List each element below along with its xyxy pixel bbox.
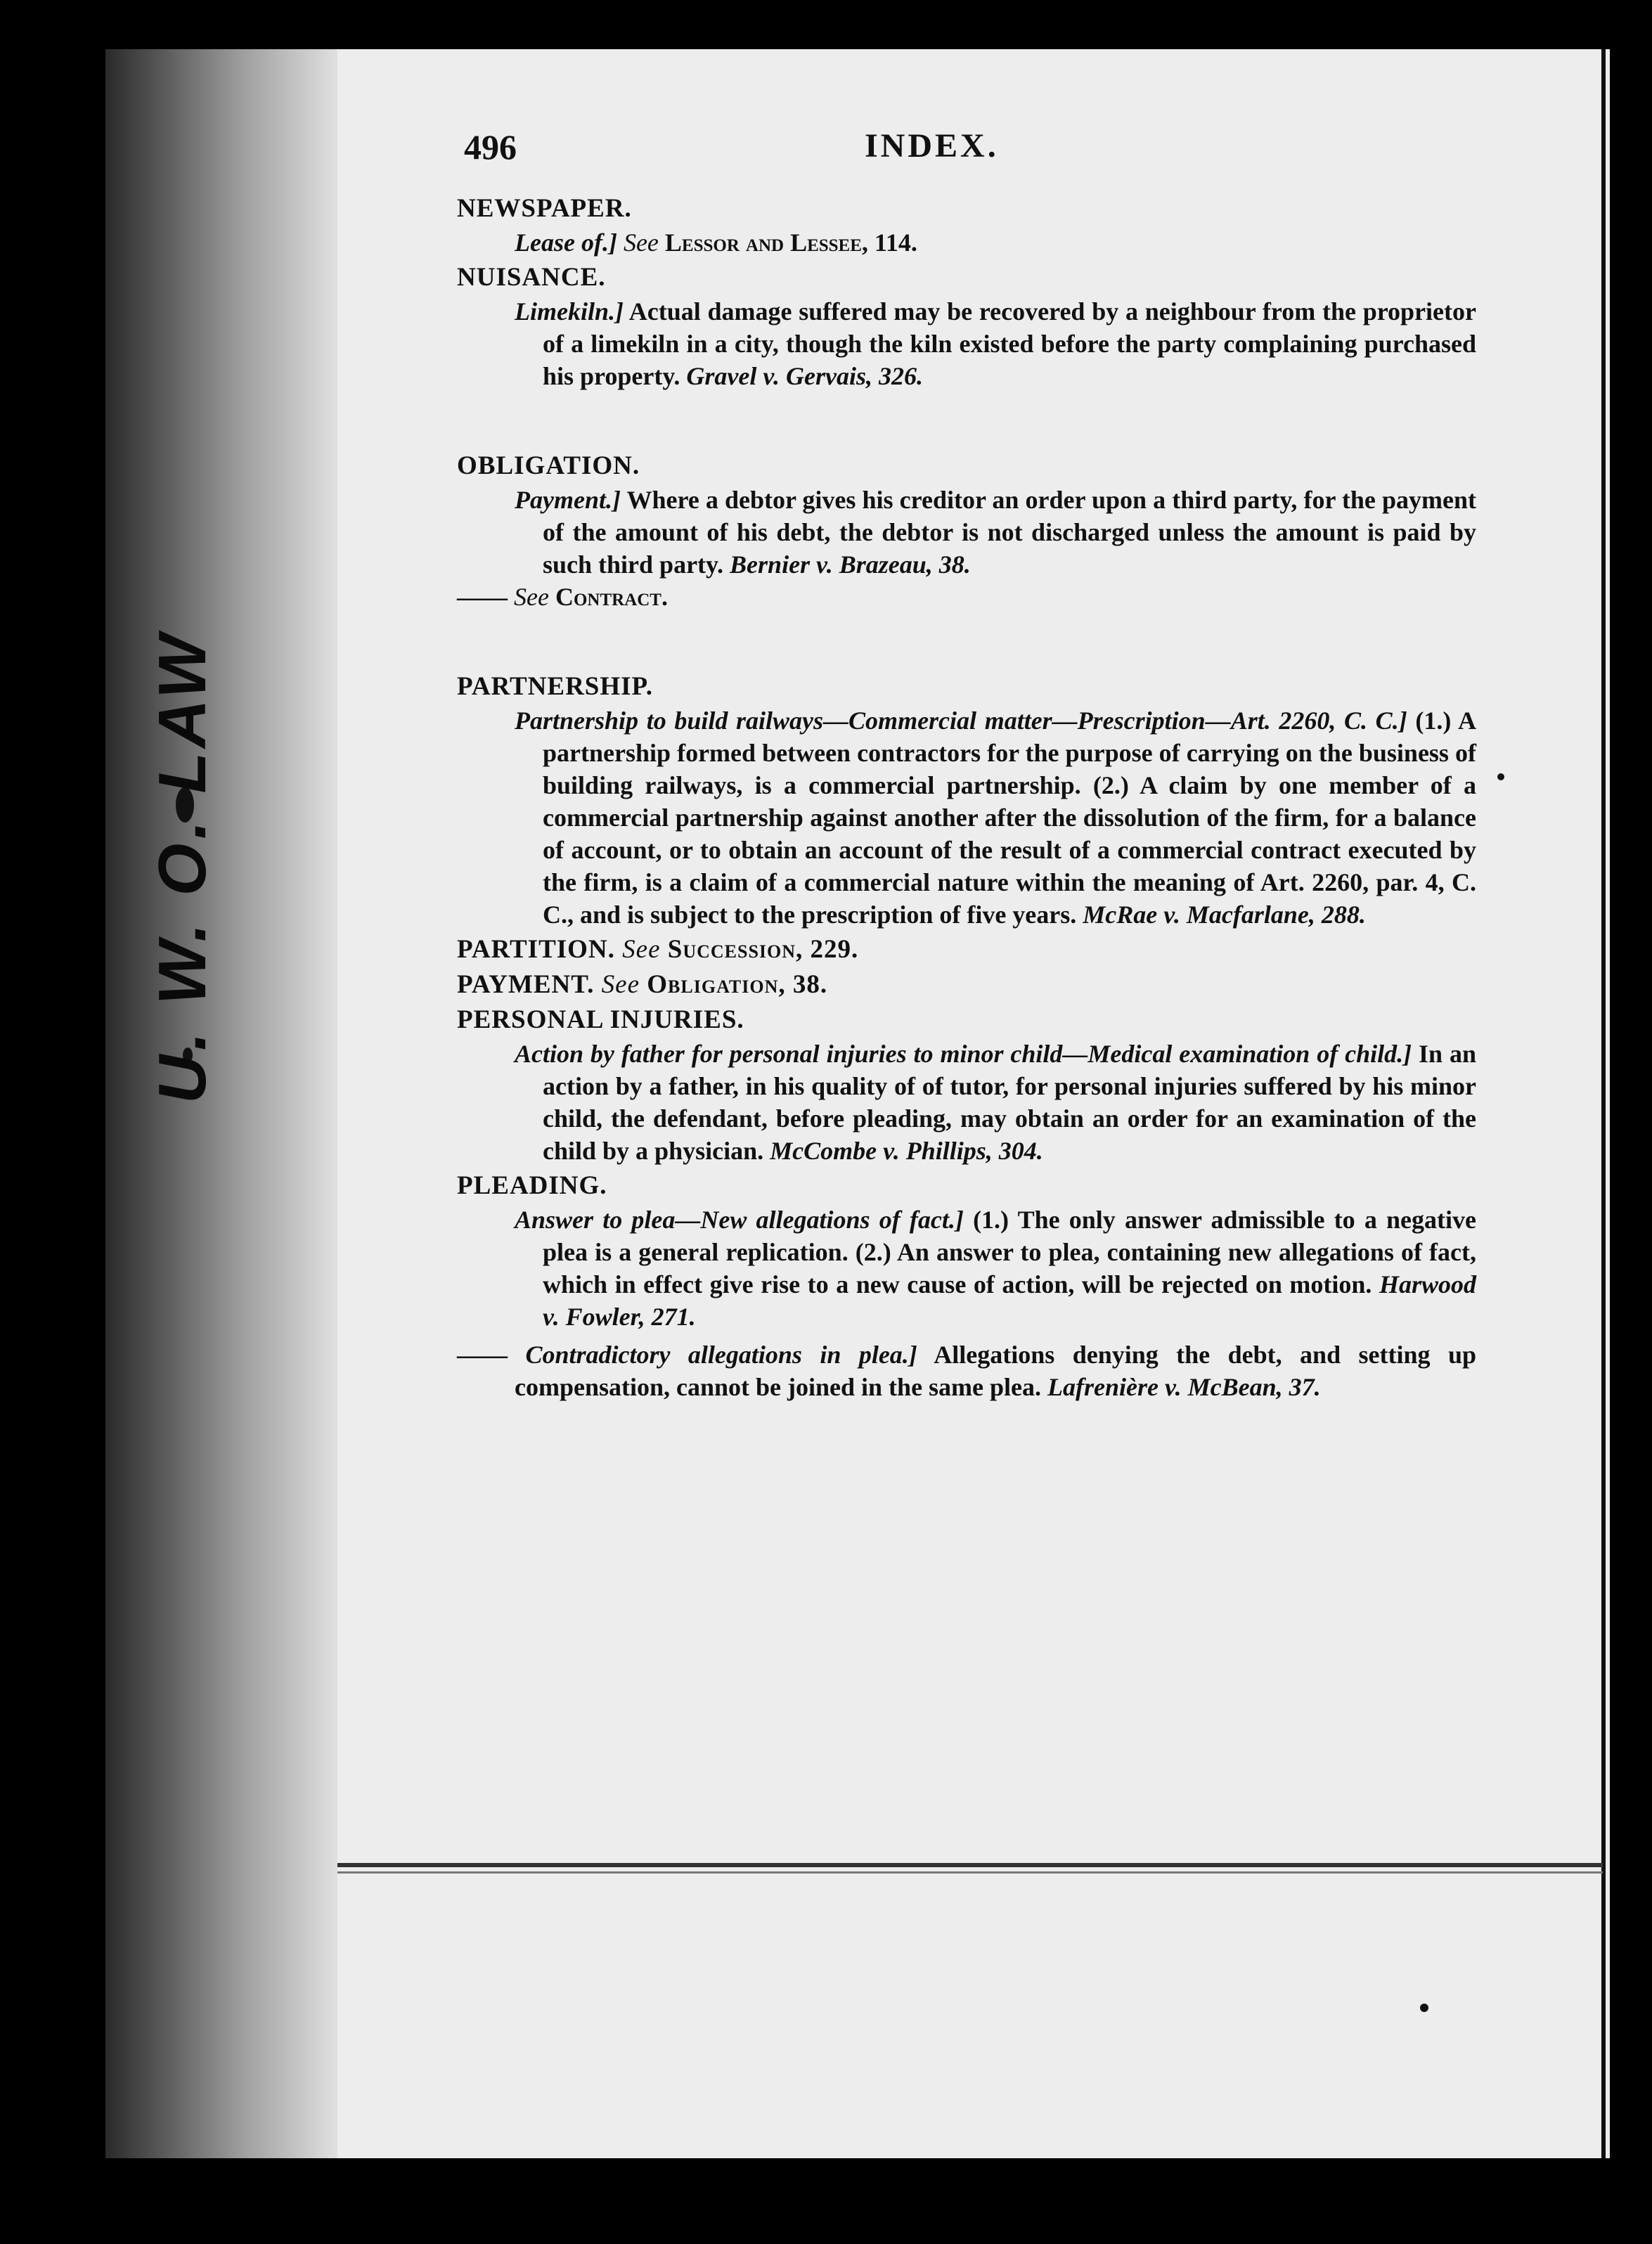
subentry bbox=[485, 1204, 1476, 1333]
case-citation: Lafrenière v. McBean, 37. bbox=[1047, 1373, 1321, 1401]
case-citation: McCombe v. Phillips, 304. bbox=[770, 1137, 1043, 1165]
entry-heading: PAYMENT. bbox=[457, 970, 595, 999]
case-citation: Harwood v. Fowler, 271. bbox=[543, 1270, 1476, 1331]
see-reference-label: See bbox=[514, 583, 549, 611]
page-header bbox=[464, 127, 1448, 183]
entry-heading-line bbox=[457, 969, 1476, 1001]
entry-heading: NUISANCE. bbox=[457, 263, 606, 292]
entry-heading: OBLIGATION. bbox=[457, 451, 640, 480]
page-number: 496 bbox=[464, 127, 517, 167]
entry-heading-line bbox=[457, 934, 1476, 966]
subentry-dash bbox=[457, 1339, 1476, 1403]
entry-partnership bbox=[457, 671, 1476, 931]
em-dash: —— bbox=[457, 583, 508, 611]
entry-heading: NEWSPAPER. bbox=[457, 194, 632, 223]
see-reference-label: See bbox=[601, 970, 640, 999]
subentry-text: (1.) A partnership formed between contractors for the purpose of carrying on the business of building railways, is a commercial partnership. (2.) A claim by one member of a commercial partnership against another after the dissolution of the firm, for a balance of account, or to obtain an account of the result of a commercial contract executed by the firm, is a claim of a commercial nature within the meaning of Art. 2260, par. 4, C. C., and is subject to the prescription of five years. bbox=[543, 707, 1476, 929]
entry-payment bbox=[457, 969, 1476, 1001]
subentry-text: In an action by a father, in his quality of of tutor, for personal injuries suffered by his minor child, the defendant, before pleading, may obtain an order for an examination of the child by a physician. bbox=[543, 1040, 1476, 1165]
em-dash: —— bbox=[457, 1341, 508, 1369]
subentry-text: Where a debtor gives his creditor an order upon a third party, for the payment of the amount of his debt, the debtor is not discharged unless the amount is paid by such third party. bbox=[543, 486, 1476, 579]
subentry-topic: Answer to plea—New allegations of fact.] bbox=[515, 1206, 964, 1234]
subentry-text: Allegations denying the debt, and setting up compensation, cannot be joined in the same plea. bbox=[515, 1341, 1477, 1401]
entry-partition bbox=[457, 934, 1476, 966]
subentry-text: Actual damage suffered may be recovered by a neighbour from the proprietor of a limekiln in a city, though the kiln existed before the party complaining purchased his property. bbox=[543, 297, 1476, 390]
index-content bbox=[457, 190, 1476, 1403]
cross-reference: Contract. bbox=[555, 583, 668, 611]
entry-heading: PLEADING. bbox=[457, 1171, 607, 1200]
cross-reference: Obligation, 38. bbox=[647, 970, 828, 999]
case-citation: Bernier v. Brazeau, 38. bbox=[730, 550, 971, 579]
case-citation: McRae v. Macfarlane, 288. bbox=[1083, 901, 1366, 929]
see-also-line bbox=[457, 581, 1476, 613]
ink-speck bbox=[1420, 2004, 1428, 2012]
see-reference-label: See bbox=[623, 228, 659, 257]
entry-heading: PARTNERSHIP. bbox=[457, 672, 654, 701]
library-stamp: U. W. O. LAW bbox=[145, 631, 220, 1104]
entry-obligation bbox=[457, 450, 1476, 613]
subentry-text: (1.) The only answer admissible to a negative plea is a general replication. (2.) An answer to plea, containing new allegations of fact, which in effect give rise to a new cause of action, will be rejected on motion. bbox=[543, 1206, 1476, 1298]
entry-heading: PARTITION. bbox=[457, 935, 615, 964]
subentry bbox=[485, 484, 1476, 581]
running-head: INDEX. bbox=[865, 127, 999, 165]
entry-heading: PERSONAL INJURIES. bbox=[457, 1005, 744, 1034]
ink-speck bbox=[1497, 773, 1504, 780]
see-reference-label: See bbox=[622, 935, 661, 964]
subentry bbox=[485, 1038, 1476, 1167]
subentry-topic: Lease of.] bbox=[515, 228, 617, 257]
subentry-topic: Contradictory allegations in plea.] bbox=[525, 1341, 917, 1369]
right-edge-rule bbox=[1601, 49, 1606, 2158]
entry-personal-injuries bbox=[457, 1004, 1476, 1167]
bottom-rule bbox=[337, 1863, 1603, 1867]
cross-reference: Lessor and Lessee, 114. bbox=[664, 228, 917, 257]
cross-reference: Succession, 229. bbox=[667, 935, 859, 964]
bottom-rule-secondary bbox=[337, 1871, 1603, 1874]
subentry-topic: Action by father for personal injuries to minor child—Medical examination of child.] bbox=[515, 1040, 1412, 1068]
subentry-topic: Partnership to build railways—Commercial matter—Prescription—Art. 2260, C. C.] bbox=[515, 707, 1407, 735]
subentry bbox=[485, 704, 1476, 931]
entry-newspaper bbox=[457, 193, 1476, 259]
subentry bbox=[485, 295, 1476, 392]
subentry-topic: Payment.] bbox=[515, 486, 621, 514]
entry-nuisance bbox=[457, 262, 1476, 392]
entry-pleading bbox=[457, 1170, 1476, 1403]
case-citation: Gravel v. Gervais, 326. bbox=[686, 362, 923, 390]
subentry-topic: Limekiln.] bbox=[515, 297, 624, 325]
binding-shadow bbox=[105, 49, 337, 2158]
subentry bbox=[485, 226, 1476, 259]
